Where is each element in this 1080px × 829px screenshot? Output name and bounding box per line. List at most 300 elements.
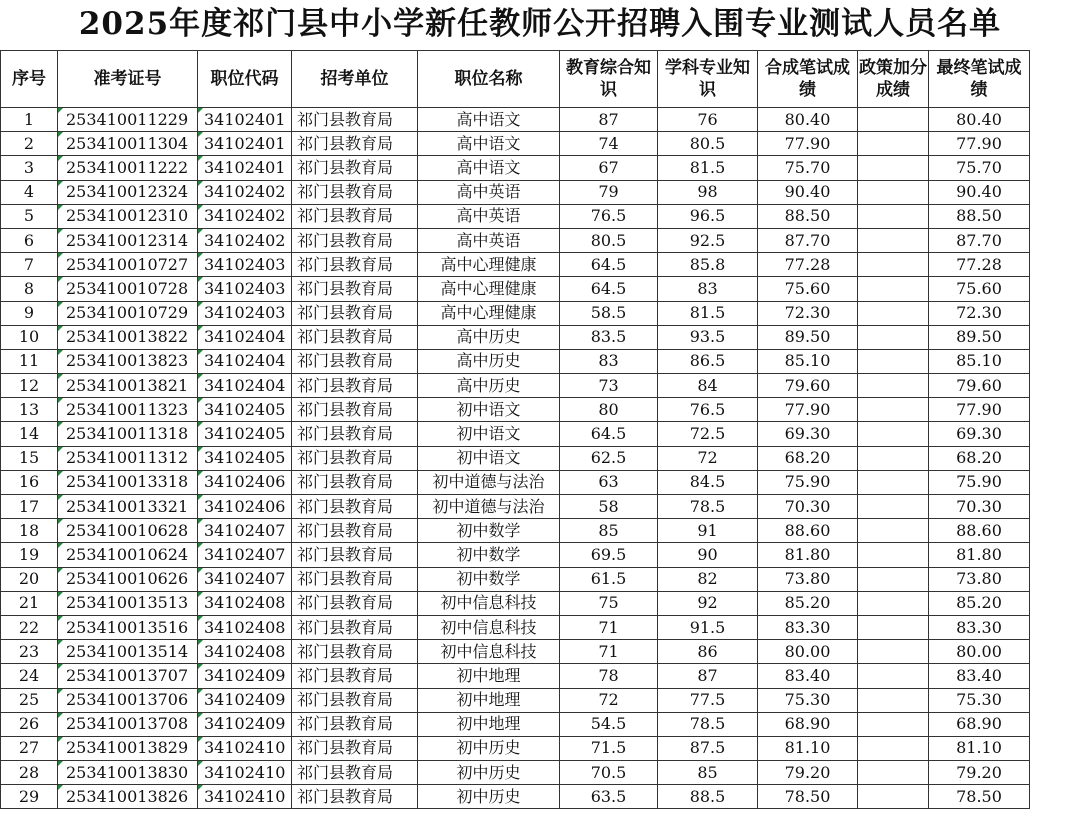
table-row — [1, 301, 1030, 325]
cell-combined-score: 69.30 — [758, 422, 858, 446]
cell-bonus-score — [858, 301, 929, 325]
cell-final-score: 87.70 — [929, 228, 1030, 252]
cell-education-score: 69.5 — [560, 543, 658, 567]
cell-position-code: 34102405 — [198, 398, 292, 422]
table-row — [1, 325, 1030, 349]
cell-recruiting-unit: 祁门县教育局 — [292, 470, 418, 494]
cell-serial: 2 — [1, 132, 58, 156]
cell-position-code: 34102408 — [198, 640, 292, 664]
cell-position-code: 34102406 — [198, 470, 292, 494]
candidate-table — [0, 50, 1030, 809]
cell-position-code: 34102402 — [198, 228, 292, 252]
cell-subject-score: 87.5 — [658, 736, 758, 760]
table-row — [1, 591, 1030, 615]
cell-ticket-number: 253410013830 — [58, 761, 198, 785]
cell-serial: 5 — [1, 204, 58, 228]
cell-combined-score: 85.20 — [758, 591, 858, 615]
cell-serial: 11 — [1, 349, 58, 373]
cell-subject-score: 72 — [658, 446, 758, 470]
cell-recruiting-unit: 祁门县教育局 — [292, 374, 418, 398]
cell-position-code: 34102404 — [198, 374, 292, 398]
table-row — [1, 519, 1030, 543]
header-combined-score: 合成笔试成绩 — [758, 51, 858, 108]
cell-bonus-score — [858, 349, 929, 373]
table-row — [1, 180, 1030, 204]
cell-combined-score: 83.40 — [758, 664, 858, 688]
cell-position-code: 34102406 — [198, 495, 292, 519]
cell-bonus-score — [858, 470, 929, 494]
cell-final-score: 75.30 — [929, 688, 1030, 712]
table-row — [1, 615, 1030, 639]
table-row — [1, 567, 1030, 591]
cell-education-score: 58.5 — [560, 301, 658, 325]
cell-ticket-number: 253410010624 — [58, 543, 198, 567]
cell-recruiting-unit: 祁门县教育局 — [292, 712, 418, 736]
cell-subject-score: 81.5 — [658, 301, 758, 325]
cell-recruiting-unit: 祁门县教育局 — [292, 349, 418, 373]
cell-combined-score: 72.30 — [758, 301, 858, 325]
cell-final-score: 85.10 — [929, 349, 1030, 373]
cell-bonus-score — [858, 519, 929, 543]
cell-ticket-number: 253410013826 — [58, 785, 198, 809]
header-ticket-number: 准考证号 — [58, 51, 198, 108]
cell-serial: 25 — [1, 688, 58, 712]
cell-bonus-score — [858, 736, 929, 760]
cell-education-score: 70.5 — [560, 761, 658, 785]
cell-education-score: 87 — [560, 108, 658, 132]
cell-final-score: 88.60 — [929, 519, 1030, 543]
cell-final-score: 80.00 — [929, 640, 1030, 664]
cell-subject-score: 87 — [658, 664, 758, 688]
cell-recruiting-unit: 祁门县教育局 — [292, 495, 418, 519]
table-row — [1, 156, 1030, 180]
cell-education-score: 63.5 — [560, 785, 658, 809]
cell-subject-score: 86 — [658, 640, 758, 664]
cell-final-score: 77.90 — [929, 398, 1030, 422]
cell-subject-score: 88.5 — [658, 785, 758, 809]
cell-recruiting-unit: 祁门县教育局 — [292, 640, 418, 664]
cell-subject-score: 78.5 — [658, 712, 758, 736]
cell-recruiting-unit: 祁门县教育局 — [292, 156, 418, 180]
cell-position-code: 34102405 — [198, 446, 292, 470]
cell-position-name: 高中英语 — [418, 204, 560, 228]
header-position-name: 职位名称 — [418, 51, 560, 108]
cell-education-score: 54.5 — [560, 712, 658, 736]
cell-position-name: 初中地理 — [418, 664, 560, 688]
table-row — [1, 228, 1030, 252]
cell-position-name: 初中数学 — [418, 519, 560, 543]
cell-position-name: 初中信息科技 — [418, 591, 560, 615]
cell-bonus-score — [858, 180, 929, 204]
cell-final-score: 89.50 — [929, 325, 1030, 349]
cell-position-code: 34102409 — [198, 664, 292, 688]
cell-education-score: 80 — [560, 398, 658, 422]
cell-final-score: 81.80 — [929, 543, 1030, 567]
table-body — [1, 108, 1030, 809]
cell-recruiting-unit: 祁门县教育局 — [292, 301, 418, 325]
cell-education-score: 67 — [560, 156, 658, 180]
cell-position-name: 初中道德与法治 — [418, 470, 560, 494]
cell-position-name: 初中语文 — [418, 398, 560, 422]
cell-ticket-number: 253410013318 — [58, 470, 198, 494]
cell-bonus-score — [858, 591, 929, 615]
table-row — [1, 204, 1030, 228]
cell-ticket-number: 253410013708 — [58, 712, 198, 736]
table-row — [1, 277, 1030, 301]
cell-serial: 10 — [1, 325, 58, 349]
cell-education-score: 80.5 — [560, 228, 658, 252]
cell-recruiting-unit: 祁门县教育局 — [292, 277, 418, 301]
cell-subject-score: 93.5 — [658, 325, 758, 349]
cell-bonus-score — [858, 615, 929, 639]
cell-combined-score: 68.90 — [758, 712, 858, 736]
cell-combined-score: 75.70 — [758, 156, 858, 180]
cell-subject-score: 92 — [658, 591, 758, 615]
cell-subject-score: 84.5 — [658, 470, 758, 494]
cell-combined-score: 81.80 — [758, 543, 858, 567]
cell-combined-score: 81.10 — [758, 736, 858, 760]
cell-subject-score: 77.5 — [658, 688, 758, 712]
cell-position-code: 34102407 — [198, 567, 292, 591]
cell-final-score: 90.40 — [929, 180, 1030, 204]
cell-bonus-score — [858, 132, 929, 156]
cell-position-name: 高中心理健康 — [418, 301, 560, 325]
cell-serial: 28 — [1, 761, 58, 785]
cell-ticket-number: 253410013707 — [58, 664, 198, 688]
cell-position-code: 34102401 — [198, 132, 292, 156]
cell-bonus-score — [858, 228, 929, 252]
cell-bonus-score — [858, 253, 929, 277]
cell-combined-score: 75.30 — [758, 688, 858, 712]
cell-subject-score: 85 — [658, 761, 758, 785]
cell-serial: 22 — [1, 615, 58, 639]
cell-combined-score: 88.50 — [758, 204, 858, 228]
table-row — [1, 761, 1030, 785]
cell-recruiting-unit: 祁门县教育局 — [292, 761, 418, 785]
cell-ticket-number: 253410011323 — [58, 398, 198, 422]
cell-position-code: 34102409 — [198, 688, 292, 712]
cell-serial: 3 — [1, 156, 58, 180]
cell-serial: 21 — [1, 591, 58, 615]
cell-education-score: 58 — [560, 495, 658, 519]
cell-final-score: 77.90 — [929, 132, 1030, 156]
cell-subject-score: 96.5 — [658, 204, 758, 228]
cell-education-score: 64.5 — [560, 253, 658, 277]
cell-position-name: 高中语文 — [418, 132, 560, 156]
cell-position-code: 34102410 — [198, 761, 292, 785]
cell-serial: 14 — [1, 422, 58, 446]
cell-bonus-score — [858, 422, 929, 446]
cell-ticket-number: 253410010626 — [58, 567, 198, 591]
cell-serial: 24 — [1, 664, 58, 688]
cell-final-score: 75.70 — [929, 156, 1030, 180]
cell-serial: 23 — [1, 640, 58, 664]
cell-ticket-number: 253410010729 — [58, 301, 198, 325]
cell-combined-score: 80.00 — [758, 640, 858, 664]
table-header-row — [1, 51, 1030, 108]
cell-serial: 12 — [1, 374, 58, 398]
cell-education-score: 78 — [560, 664, 658, 688]
cell-position-name: 初中数学 — [418, 567, 560, 591]
cell-education-score: 63 — [560, 470, 658, 494]
cell-recruiting-unit: 祁门县教育局 — [292, 519, 418, 543]
cell-serial: 26 — [1, 712, 58, 736]
cell-position-name: 初中信息科技 — [418, 615, 560, 639]
cell-ticket-number: 253410011222 — [58, 156, 198, 180]
cell-ticket-number: 253410013516 — [58, 615, 198, 639]
cell-final-score: 77.28 — [929, 253, 1030, 277]
table-row — [1, 712, 1030, 736]
cell-serial: 9 — [1, 301, 58, 325]
cell-position-name: 高中历史 — [418, 349, 560, 373]
cell-bonus-score — [858, 640, 929, 664]
cell-combined-score: 85.10 — [758, 349, 858, 373]
cell-education-score: 64.5 — [560, 277, 658, 301]
cell-bonus-score — [858, 374, 929, 398]
cell-final-score: 72.30 — [929, 301, 1030, 325]
cell-final-score: 78.50 — [929, 785, 1030, 809]
cell-serial: 16 — [1, 470, 58, 494]
cell-education-score: 73 — [560, 374, 658, 398]
cell-education-score: 62.5 — [560, 446, 658, 470]
cell-serial: 1 — [1, 108, 58, 132]
cell-education-score: 83 — [560, 349, 658, 373]
cell-education-score: 75 — [560, 591, 658, 615]
cell-position-name: 高中心理健康 — [418, 253, 560, 277]
cell-recruiting-unit: 祁门县教育局 — [292, 591, 418, 615]
cell-ticket-number: 253410011312 — [58, 446, 198, 470]
cell-ticket-number: 253410012310 — [58, 204, 198, 228]
cell-position-name: 高中语文 — [418, 156, 560, 180]
cell-subject-score: 98 — [658, 180, 758, 204]
cell-combined-score: 83.30 — [758, 615, 858, 639]
cell-position-code: 34102408 — [198, 615, 292, 639]
page-title: 2025年度祁门县中小学新任教师公开招聘入围专业测试人员名单 — [78, 6, 1002, 42]
cell-final-score: 68.20 — [929, 446, 1030, 470]
cell-education-score: 64.5 — [560, 422, 658, 446]
cell-combined-score: 77.90 — [758, 398, 858, 422]
cell-combined-score: 75.60 — [758, 277, 858, 301]
cell-recruiting-unit: 祁门县教育局 — [292, 204, 418, 228]
cell-position-name: 初中数学 — [418, 543, 560, 567]
cell-recruiting-unit: 祁门县教育局 — [292, 664, 418, 688]
cell-ticket-number: 253410013321 — [58, 495, 198, 519]
cell-education-score: 72 — [560, 688, 658, 712]
cell-final-score: 68.90 — [929, 712, 1030, 736]
cell-combined-score: 79.60 — [758, 374, 858, 398]
cell-recruiting-unit: 祁门县教育局 — [292, 446, 418, 470]
cell-education-score: 85 — [560, 519, 658, 543]
cell-position-name: 初中历史 — [418, 785, 560, 809]
cell-recruiting-unit: 祁门县教育局 — [292, 228, 418, 252]
header-bonus-score: 政策加分成绩 — [858, 51, 929, 108]
cell-recruiting-unit: 祁门县教育局 — [292, 615, 418, 639]
cell-position-name: 高中心理健康 — [418, 277, 560, 301]
cell-bonus-score — [858, 712, 929, 736]
cell-ticket-number: 253410012314 — [58, 228, 198, 252]
cell-position-code: 34102405 — [198, 422, 292, 446]
cell-bonus-score — [858, 398, 929, 422]
cell-education-score: 79 — [560, 180, 658, 204]
cell-recruiting-unit: 祁门县教育局 — [292, 398, 418, 422]
cell-position-name: 高中历史 — [418, 374, 560, 398]
cell-combined-score: 80.40 — [758, 108, 858, 132]
cell-position-name: 高中英语 — [418, 180, 560, 204]
cell-serial: 4 — [1, 180, 58, 204]
cell-education-score: 83.5 — [560, 325, 658, 349]
table-row — [1, 543, 1030, 567]
cell-recruiting-unit: 祁门县教育局 — [292, 422, 418, 446]
table-row — [1, 785, 1030, 809]
cell-ticket-number: 253410011229 — [58, 108, 198, 132]
cell-ticket-number: 253410012324 — [58, 180, 198, 204]
cell-combined-score: 87.70 — [758, 228, 858, 252]
cell-recruiting-unit: 祁门县教育局 — [292, 180, 418, 204]
header-subject-score: 学科专业知识 — [658, 51, 758, 108]
cell-position-code: 34102408 — [198, 591, 292, 615]
cell-serial: 17 — [1, 495, 58, 519]
header-serial: 序号 — [1, 51, 58, 108]
table-row — [1, 422, 1030, 446]
cell-bonus-score — [858, 761, 929, 785]
cell-serial: 18 — [1, 519, 58, 543]
cell-education-score: 71 — [560, 615, 658, 639]
cell-final-score: 79.20 — [929, 761, 1030, 785]
cell-position-code: 34102410 — [198, 785, 292, 809]
cell-combined-score: 88.60 — [758, 519, 858, 543]
cell-bonus-score — [858, 688, 929, 712]
cell-recruiting-unit: 祁门县教育局 — [292, 567, 418, 591]
cell-position-code: 34102410 — [198, 736, 292, 760]
table-row — [1, 664, 1030, 688]
cell-education-score: 74 — [560, 132, 658, 156]
cell-bonus-score — [858, 543, 929, 567]
cell-subject-score: 78.5 — [658, 495, 758, 519]
cell-recruiting-unit: 祁门县教育局 — [292, 132, 418, 156]
cell-subject-score: 80.5 — [658, 132, 758, 156]
cell-serial: 13 — [1, 398, 58, 422]
cell-subject-score: 72.5 — [658, 422, 758, 446]
cell-bonus-score — [858, 204, 929, 228]
cell-position-name: 初中历史 — [418, 761, 560, 785]
cell-bonus-score — [858, 325, 929, 349]
cell-position-code: 34102402 — [198, 204, 292, 228]
table-row — [1, 349, 1030, 373]
cell-ticket-number: 253410013513 — [58, 591, 198, 615]
cell-position-name: 初中语文 — [418, 422, 560, 446]
cell-education-score: 76.5 — [560, 204, 658, 228]
cell-position-name: 初中道德与法治 — [418, 495, 560, 519]
cell-position-name: 初中信息科技 — [418, 640, 560, 664]
cell-subject-score: 85.8 — [658, 253, 758, 277]
cell-ticket-number: 253410010727 — [58, 253, 198, 277]
cell-position-name: 初中历史 — [418, 736, 560, 760]
cell-subject-score: 92.5 — [658, 228, 758, 252]
cell-bonus-score — [858, 156, 929, 180]
cell-position-code: 34102409 — [198, 712, 292, 736]
table-row — [1, 688, 1030, 712]
header-education-score: 教育综合知识 — [560, 51, 658, 108]
cell-position-name: 高中历史 — [418, 325, 560, 349]
cell-subject-score: 84 — [658, 374, 758, 398]
cell-bonus-score — [858, 785, 929, 809]
cell-subject-score: 81.5 — [658, 156, 758, 180]
cell-position-name: 初中语文 — [418, 446, 560, 470]
table-row — [1, 374, 1030, 398]
cell-education-score: 71.5 — [560, 736, 658, 760]
cell-position-code: 34102407 — [198, 519, 292, 543]
cell-serial: 6 — [1, 228, 58, 252]
cell-final-score: 88.50 — [929, 204, 1030, 228]
cell-ticket-number: 253410013821 — [58, 374, 198, 398]
cell-final-score: 79.60 — [929, 374, 1030, 398]
cell-ticket-number: 253410010728 — [58, 277, 198, 301]
cell-recruiting-unit: 祁门县教育局 — [292, 785, 418, 809]
table-row — [1, 446, 1030, 470]
cell-recruiting-unit: 祁门县教育局 — [292, 108, 418, 132]
cell-final-score: 70.30 — [929, 495, 1030, 519]
cell-bonus-score — [858, 446, 929, 470]
cell-position-name: 初中地理 — [418, 688, 560, 712]
cell-serial: 29 — [1, 785, 58, 809]
table-row — [1, 132, 1030, 156]
cell-recruiting-unit: 祁门县教育局 — [292, 253, 418, 277]
cell-final-score: 75.60 — [929, 277, 1030, 301]
table-row — [1, 495, 1030, 519]
cell-serial: 27 — [1, 736, 58, 760]
cell-ticket-number: 253410013822 — [58, 325, 198, 349]
cell-final-score: 83.40 — [929, 664, 1030, 688]
cell-position-code: 34102402 — [198, 180, 292, 204]
cell-subject-score: 91 — [658, 519, 758, 543]
cell-combined-score: 77.28 — [758, 253, 858, 277]
cell-combined-score: 77.90 — [758, 132, 858, 156]
header-recruiting-unit: 招考单位 — [292, 51, 418, 108]
cell-recruiting-unit: 祁门县教育局 — [292, 325, 418, 349]
cell-subject-score: 82 — [658, 567, 758, 591]
cell-education-score: 61.5 — [560, 567, 658, 591]
cell-education-score: 71 — [560, 640, 658, 664]
cell-final-score: 81.10 — [929, 736, 1030, 760]
cell-subject-score: 76.5 — [658, 398, 758, 422]
cell-final-score: 85.20 — [929, 591, 1030, 615]
cell-serial: 19 — [1, 543, 58, 567]
cell-ticket-number: 253410011304 — [58, 132, 198, 156]
cell-subject-score: 90 — [658, 543, 758, 567]
cell-combined-score: 78.50 — [758, 785, 858, 809]
cell-subject-score: 83 — [658, 277, 758, 301]
cell-final-score: 69.30 — [929, 422, 1030, 446]
cell-final-score: 75.90 — [929, 470, 1030, 494]
table-row — [1, 253, 1030, 277]
cell-bonus-score — [858, 664, 929, 688]
cell-position-code: 34102403 — [198, 277, 292, 301]
cell-ticket-number: 253410013823 — [58, 349, 198, 373]
table-row — [1, 108, 1030, 132]
cell-serial: 15 — [1, 446, 58, 470]
header-position-code: 职位代码 — [198, 51, 292, 108]
cell-position-code: 34102401 — [198, 108, 292, 132]
header-final-score: 最终笔试成绩 — [929, 51, 1030, 108]
cell-position-code: 34102401 — [198, 156, 292, 180]
cell-combined-score: 73.80 — [758, 567, 858, 591]
table-row — [1, 736, 1030, 760]
cell-recruiting-unit: 祁门县教育局 — [292, 543, 418, 567]
cell-ticket-number: 253410011318 — [58, 422, 198, 446]
cell-position-name: 高中英语 — [418, 228, 560, 252]
cell-bonus-score — [858, 495, 929, 519]
cell-subject-score: 91.5 — [658, 615, 758, 639]
